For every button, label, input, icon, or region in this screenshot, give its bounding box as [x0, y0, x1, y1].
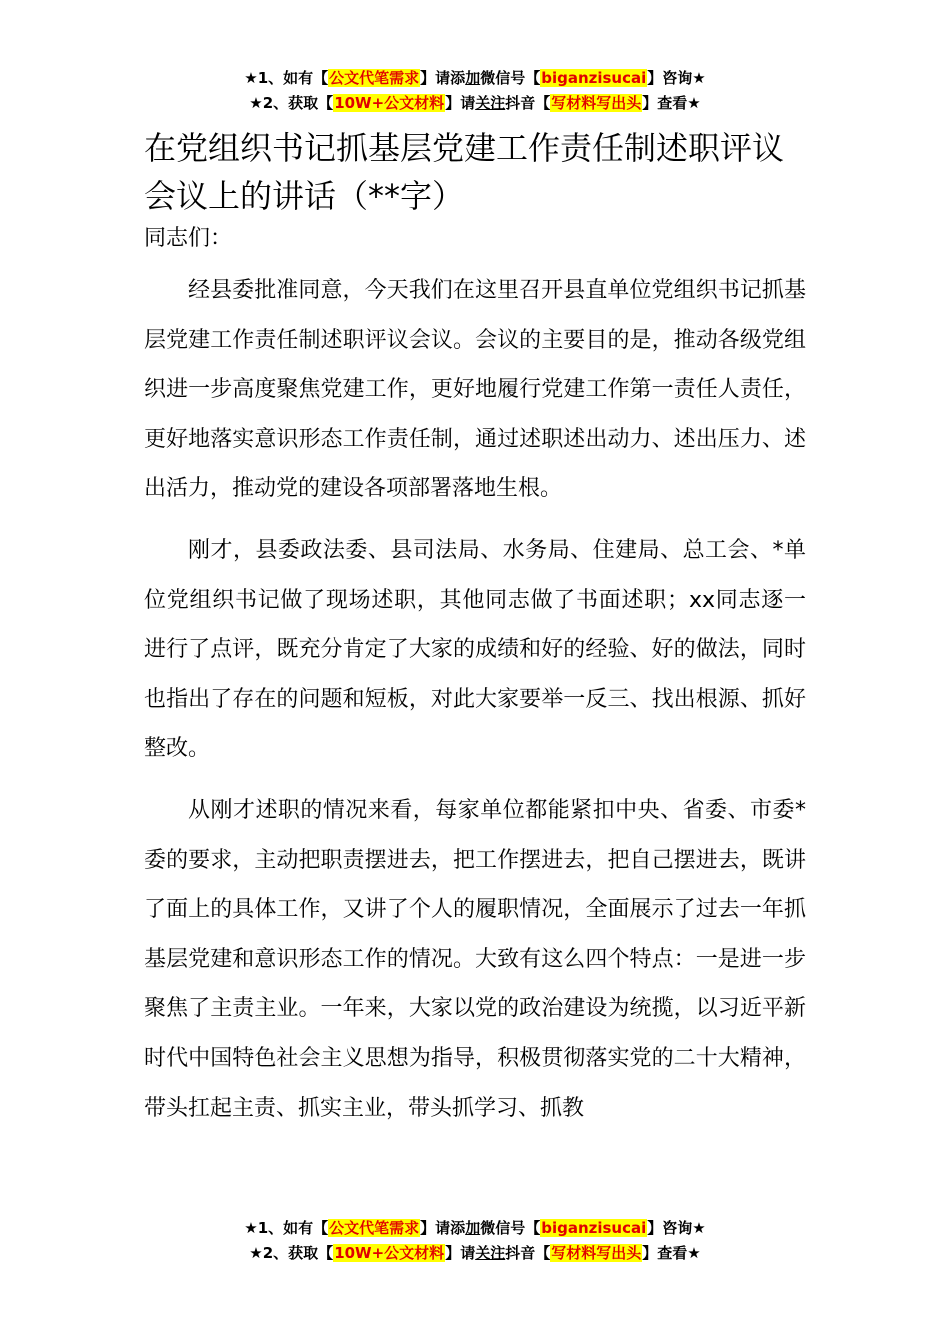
promo-underline: 关注: [475, 94, 506, 112]
promo-highlight: biganzisucai: [541, 1219, 647, 1237]
paragraph-1: 经县委批准同意，今天我们在这里召开县直单位党组织书记抓基层党建工作责任制述职评议会议。会议的主要目的是，推动各级党组织进一步高度聚焦党建工作，更好地履行党建工作第一责任人责任，更好地落实意识形态工作责任制，通过述职述出动力、述出压力、述出活力，推动党的建设各项部署落地生根。: [144, 278, 806, 502]
promo-text: 抖音【: [505, 94, 551, 112]
paragraph-2: 刚才，县委政法委、县司法局、水务局、住建局、总工会、*单位党组织书记做了现场述职，其他同志做了书面述职；xx同志逐一进行了点评，既充分肯定了大家的成绩和好的经验、好的做法，同时也指出了存在的问题和短板，对此大家要举一反三、找出根源、抓好整改。: [144, 537, 806, 762]
promo-line-1: [0, 66, 950, 91]
promo-text: 】查看★: [642, 1244, 701, 1262]
promo-text: 微信号【: [480, 69, 541, 87]
promo-line-1: [0, 1216, 950, 1241]
promo-text: 】请添: [420, 1219, 466, 1237]
promo-text: 】查看★: [642, 94, 701, 112]
promo-text: 】请: [445, 94, 476, 112]
promo-highlight: biganzisucai: [541, 69, 647, 87]
promo-text: ★1、如有【: [244, 1219, 329, 1237]
promo-line-2: [0, 91, 950, 116]
document-body: [144, 124, 806, 1133]
greeting: 同志们：: [144, 226, 233, 251]
promo-underline: 加: [465, 1219, 481, 1237]
promo-text: 】请: [445, 1244, 476, 1262]
promo-text: ★2、获取【: [249, 94, 334, 112]
promo-line-2: [0, 1241, 950, 1266]
promo-text: ★1、如有【: [244, 69, 329, 87]
footer-promo-banner: [0, 1216, 950, 1266]
promo-highlight: 10W+公文材料: [334, 94, 445, 112]
header-promo-banner: [0, 66, 950, 116]
promo-text: 】咨询★: [647, 69, 706, 87]
paragraph-3: 从刚才述职的情况来看，每家单位都能紧扣中央、省委、市委*委的要求，主动把职责摆进去，把工作摆进去，把自己摆进去，既讲了面上的具体工作，又讲了个人的履职情况，全面展示了过去一年抓基层党建和意识形态工作的情况。大致有这么四个特点：一是进一步聚焦了主责主业。一年来，大家以党的政治建设为统揽，以习近平新时代中国特色社会主义思想为指导，积极贯彻落实党的二十大精神，带头扛起主责、抓实主业，带头抓学习、抓教: [144, 797, 806, 1121]
promo-text: 】咨询★: [647, 1219, 706, 1237]
promo-underline: 加: [465, 69, 481, 87]
promo-highlight: 公文代笔需求: [329, 1219, 420, 1237]
promo-text: ★2、获取【: [249, 1244, 334, 1262]
document-title: 在党组织书记抓基层党建工作责任制述职评议会议上的讲话（**字）: [144, 129, 785, 215]
promo-highlight: 公文代笔需求: [329, 69, 420, 87]
promo-highlight: 写材料写出头: [551, 1244, 642, 1262]
promo-text: 抖音【: [505, 1244, 551, 1262]
promo-highlight: 写材料写出头: [551, 94, 642, 112]
promo-underline: 关注: [475, 1244, 506, 1262]
promo-text: 】请添: [420, 69, 466, 87]
promo-highlight: 10W+公文材料: [334, 1244, 445, 1262]
promo-text: 微信号【: [480, 1219, 541, 1237]
